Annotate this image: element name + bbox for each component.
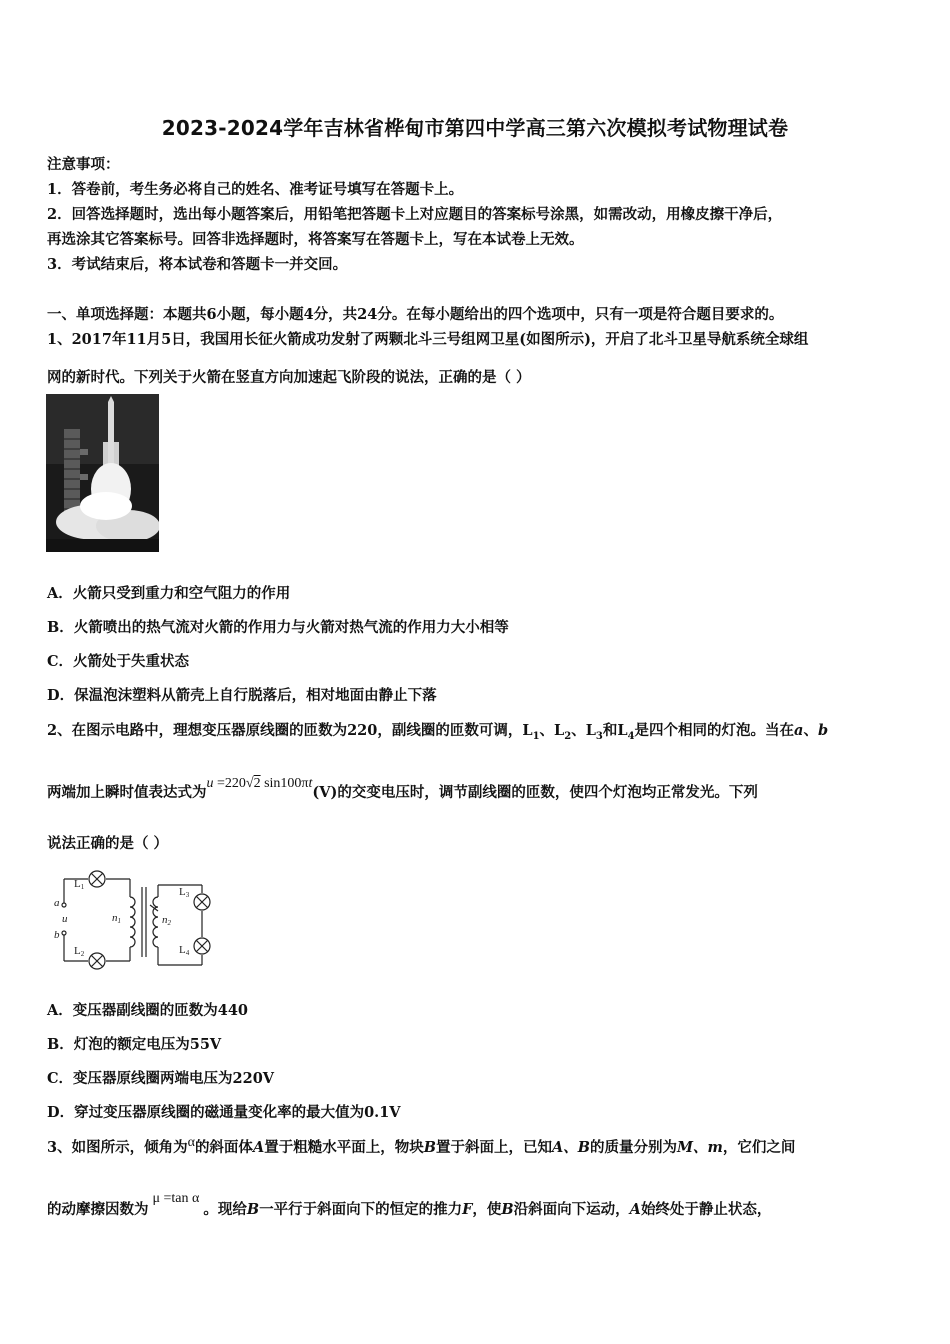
label-l3: L3 bbox=[179, 886, 190, 899]
option-d: D．保温泡沫塑料从箭壳上自行脱落后，相对地面由静止下落 bbox=[47, 687, 437, 704]
option-b: B．灯泡的额定电压为55V bbox=[47, 1036, 222, 1053]
transformer-circuit-diagram bbox=[50, 857, 225, 975]
rocket-launch-photo bbox=[46, 394, 159, 552]
q3-stem: 的动摩擦因数为μ =tan α。现给B一平行于斜面向下的恒定的推力F，使B沿斜面向下运动，A始终处于静止状态， bbox=[47, 1191, 772, 1218]
friction-formula: μ =tan α bbox=[152, 1191, 200, 1206]
section-heading: 一、单项选择题：本题共6小题，每小题4分，共24分。在每小题给出的四个选项中，只有一项是符合题目要求的。 bbox=[47, 306, 784, 323]
voltage-formula: u =220√2 sin100πt bbox=[206, 776, 313, 791]
label-n2: n2 bbox=[162, 914, 171, 927]
q2-stem: 2、在图示电路中，理想变压器原线圈的匝数为220，副线圈的匝数可调，$L_1$、$L_2$、$L_3$和$L_4$是四个相同的灯泡。当在a、b bbox=[47, 722, 829, 742]
label-u: u bbox=[62, 913, 68, 925]
label-a: a bbox=[54, 897, 60, 909]
notice-item: 再选涂其它答案标号。回答非选择题时，将答案写在答题卡上，写在本试卷上无效。 bbox=[47, 231, 584, 248]
option-c: C．火箭处于失重状态 bbox=[47, 653, 190, 670]
label-l1: L1 bbox=[74, 878, 85, 891]
notice-item: 2．回答选择题时，选出每小题答案后，用铅笔把答题卡上对应题目的答案标号涂黑，如需改动，用橡皮擦干净后， bbox=[47, 206, 783, 223]
option-c: C．变压器原线圈两端电压为220V bbox=[47, 1070, 275, 1087]
option-d: D．穿过变压器原线圈的磁通量变化率的最大值为0.1V bbox=[47, 1104, 401, 1121]
notice-item: 3．考试结束后，将本试卷和答题卡一并交回。 bbox=[47, 256, 348, 273]
page-title: 2023-2024学年吉林省桦甸市第四中学高三第六次模拟考试物理试卷 bbox=[161, 116, 789, 140]
label-l4: L4 bbox=[179, 944, 190, 957]
option-a: A．变压器副线圈的匝数为440 bbox=[47, 1002, 249, 1019]
label-b: b bbox=[54, 929, 60, 941]
q1-stem: 1、2017年11月5日，我国用长征火箭成功发射了两颗北斗三号组网卫星(如图所示)，开启了北斗卫星导航系统全球组 bbox=[47, 331, 809, 348]
notice-heading: 注意事项： bbox=[47, 156, 120, 173]
q2-stem: 说法正确的是（ ） bbox=[47, 835, 169, 852]
label-l2: L2 bbox=[74, 945, 85, 958]
q2-stem: 两端加上瞬时值表达式为u =220√2 sin100πt(V)的交变电压时，调节副线圈的匝数，使四个灯泡均正常发光。下列 bbox=[47, 776, 758, 801]
label-n1: n1 bbox=[112, 912, 121, 925]
notice-item: 1．答卷前，考生务必将自己的姓名、准考证号填写在答题卡上。 bbox=[47, 181, 464, 198]
option-b: B．火箭喷出的热气流对火箭的作用力与火箭对热气流的作用力大小相等 bbox=[47, 619, 509, 636]
q1-stem: 网的新时代。下列关于火箭在竖直方向加速起飞阶段的说法，正确的是（ ） bbox=[47, 369, 531, 386]
option-a: A．火箭只受到重力和空气阻力的作用 bbox=[47, 585, 291, 602]
q3-stem: 3、如图所示，倾角为α的斜面体A置于粗糙水平面上，物块B置于斜面上，已知A、B的质量分别为M、m，它们之间 bbox=[47, 1135, 796, 1156]
